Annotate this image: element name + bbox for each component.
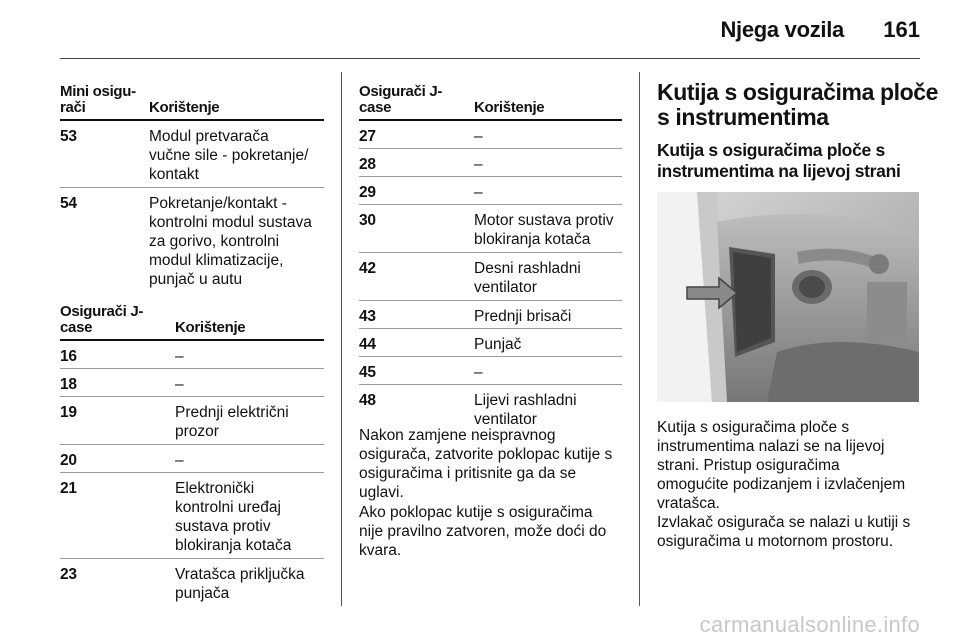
- fuse-usage: –: [474, 184, 483, 201]
- fuse-usage: Modul pretvarača vučne sile - pokretanje/ kontakt: [149, 128, 309, 183]
- fuse-number: 54: [60, 195, 77, 212]
- page-number: 161: [883, 17, 920, 42]
- column-divider-2: [639, 72, 640, 606]
- fuse-number: 27: [359, 128, 376, 145]
- page-header: [0, 0, 960, 60]
- table-row: [60, 188, 324, 292]
- j-case-fuse-table-1: [60, 298, 324, 606]
- fuse-usage: Elektronički kontrolni uređaj sustava protiv blokiranja kotača: [175, 480, 292, 554]
- table-row: [359, 329, 622, 357]
- fuse-number: 42: [359, 260, 376, 277]
- fuse-usage: Motor sustava protiv blokiranja kotača: [474, 212, 614, 248]
- fuse-usage: Prednji brisači: [474, 308, 572, 325]
- table-row: [359, 177, 622, 205]
- fuse-number: 29: [359, 184, 376, 201]
- table-header: [359, 80, 622, 121]
- fuse-usage: –: [474, 156, 483, 173]
- mini-fuse-table: [60, 80, 324, 292]
- fuse-cover-warning: Ako poklopac kutije s osiguračima nije pravilno zatvoren, može doći do kvara.: [359, 504, 607, 559]
- table-header: [60, 298, 324, 341]
- fuse-box-photo: [657, 192, 919, 402]
- fuse-number: 23: [60, 566, 77, 583]
- j-case-fuse-table-2: [359, 80, 622, 432]
- column-header-fuse: Osigurači J- case: [60, 303, 144, 336]
- table-row: [60, 121, 324, 188]
- fuse-number: 20: [60, 452, 77, 469]
- fuse-puller-text: Izvlakač osigurača se nalazi u kutiji s osiguračima u motornom prostoru.: [657, 514, 911, 550]
- fuse-number: 45: [359, 364, 376, 381]
- subsection-heading: Kutija s osiguračima ploče s instrumentima na lijevoj strani: [657, 140, 901, 181]
- fuse-usage: –: [474, 128, 483, 145]
- fuse-box-location-text: Kutija s osiguračima ploče s instrumentima nalazi se na lijevoj strani. Pristup osiguračima omogućite podizanjem i izvlačenjem vratašca.: [657, 419, 906, 512]
- table-row: [60, 445, 324, 473]
- table-row: [359, 385, 622, 432]
- table-header: [60, 80, 324, 121]
- fuse-number: 21: [60, 480, 77, 497]
- fuse-number: 44: [359, 336, 376, 353]
- table-row: [359, 121, 622, 149]
- fuse-usage: Lijevi rashladni ventilator: [474, 392, 577, 428]
- fuse-usage: Punjač: [474, 336, 522, 353]
- fuse-number: 48: [359, 392, 376, 409]
- table-row: [60, 397, 324, 445]
- table-row: [60, 473, 324, 559]
- column-header-usage: Korištenje: [175, 319, 246, 336]
- fuse-number: 43: [359, 308, 376, 325]
- fuse-usage: –: [175, 348, 184, 365]
- table-row: [60, 341, 324, 369]
- fuse-usage: Desni rashladni ventilator: [474, 260, 581, 296]
- fuse-number: 18: [60, 376, 77, 393]
- column-header-usage: Korištenje: [474, 99, 545, 116]
- column-header-usage: Korištenje: [149, 99, 220, 116]
- section-heading: Kutija s osiguračima ploče s instrumentima: [657, 79, 939, 130]
- fuse-number: 19: [60, 404, 77, 421]
- fuse-usage: –: [175, 376, 184, 393]
- fuse-number: 53: [60, 128, 77, 145]
- table-row: [359, 149, 622, 177]
- table-row: [60, 369, 324, 397]
- fuse-number: 16: [60, 348, 77, 365]
- column-divider-1: [341, 72, 342, 606]
- table-row: [359, 357, 622, 385]
- table-row: [359, 253, 622, 301]
- header-rule: [60, 58, 920, 59]
- table-row: [359, 205, 622, 253]
- table-row: [359, 301, 622, 329]
- fuse-usage: Pokretanje/kontakt - kontrolni modul sustava za gorivo, kontrolni modul klimatizacije, punjač u autu: [149, 195, 312, 288]
- fuse-cover-note: Nakon zamjene neispravnog osigurača, zatvorite poklopac kutije s osiguračima i pritisnite ga da se uglavi.: [359, 427, 613, 501]
- fuse-usage: –: [175, 452, 184, 469]
- column-header-fuse: Mini osigu- rači: [60, 83, 136, 116]
- column-header-fuse: Osigurači J- case: [359, 83, 443, 116]
- fuse-usage: Prednji električni prozor: [175, 404, 289, 440]
- fuse-number: 28: [359, 156, 376, 173]
- watermark: carmanualsonline.info: [699, 612, 920, 637]
- fuse-usage: –: [474, 364, 483, 381]
- table-row: [60, 559, 324, 606]
- fuse-number: 30: [359, 212, 376, 229]
- section-title: Njega vozila: [720, 17, 844, 42]
- fuse-usage: Vratašca priključka punjača: [175, 566, 305, 602]
